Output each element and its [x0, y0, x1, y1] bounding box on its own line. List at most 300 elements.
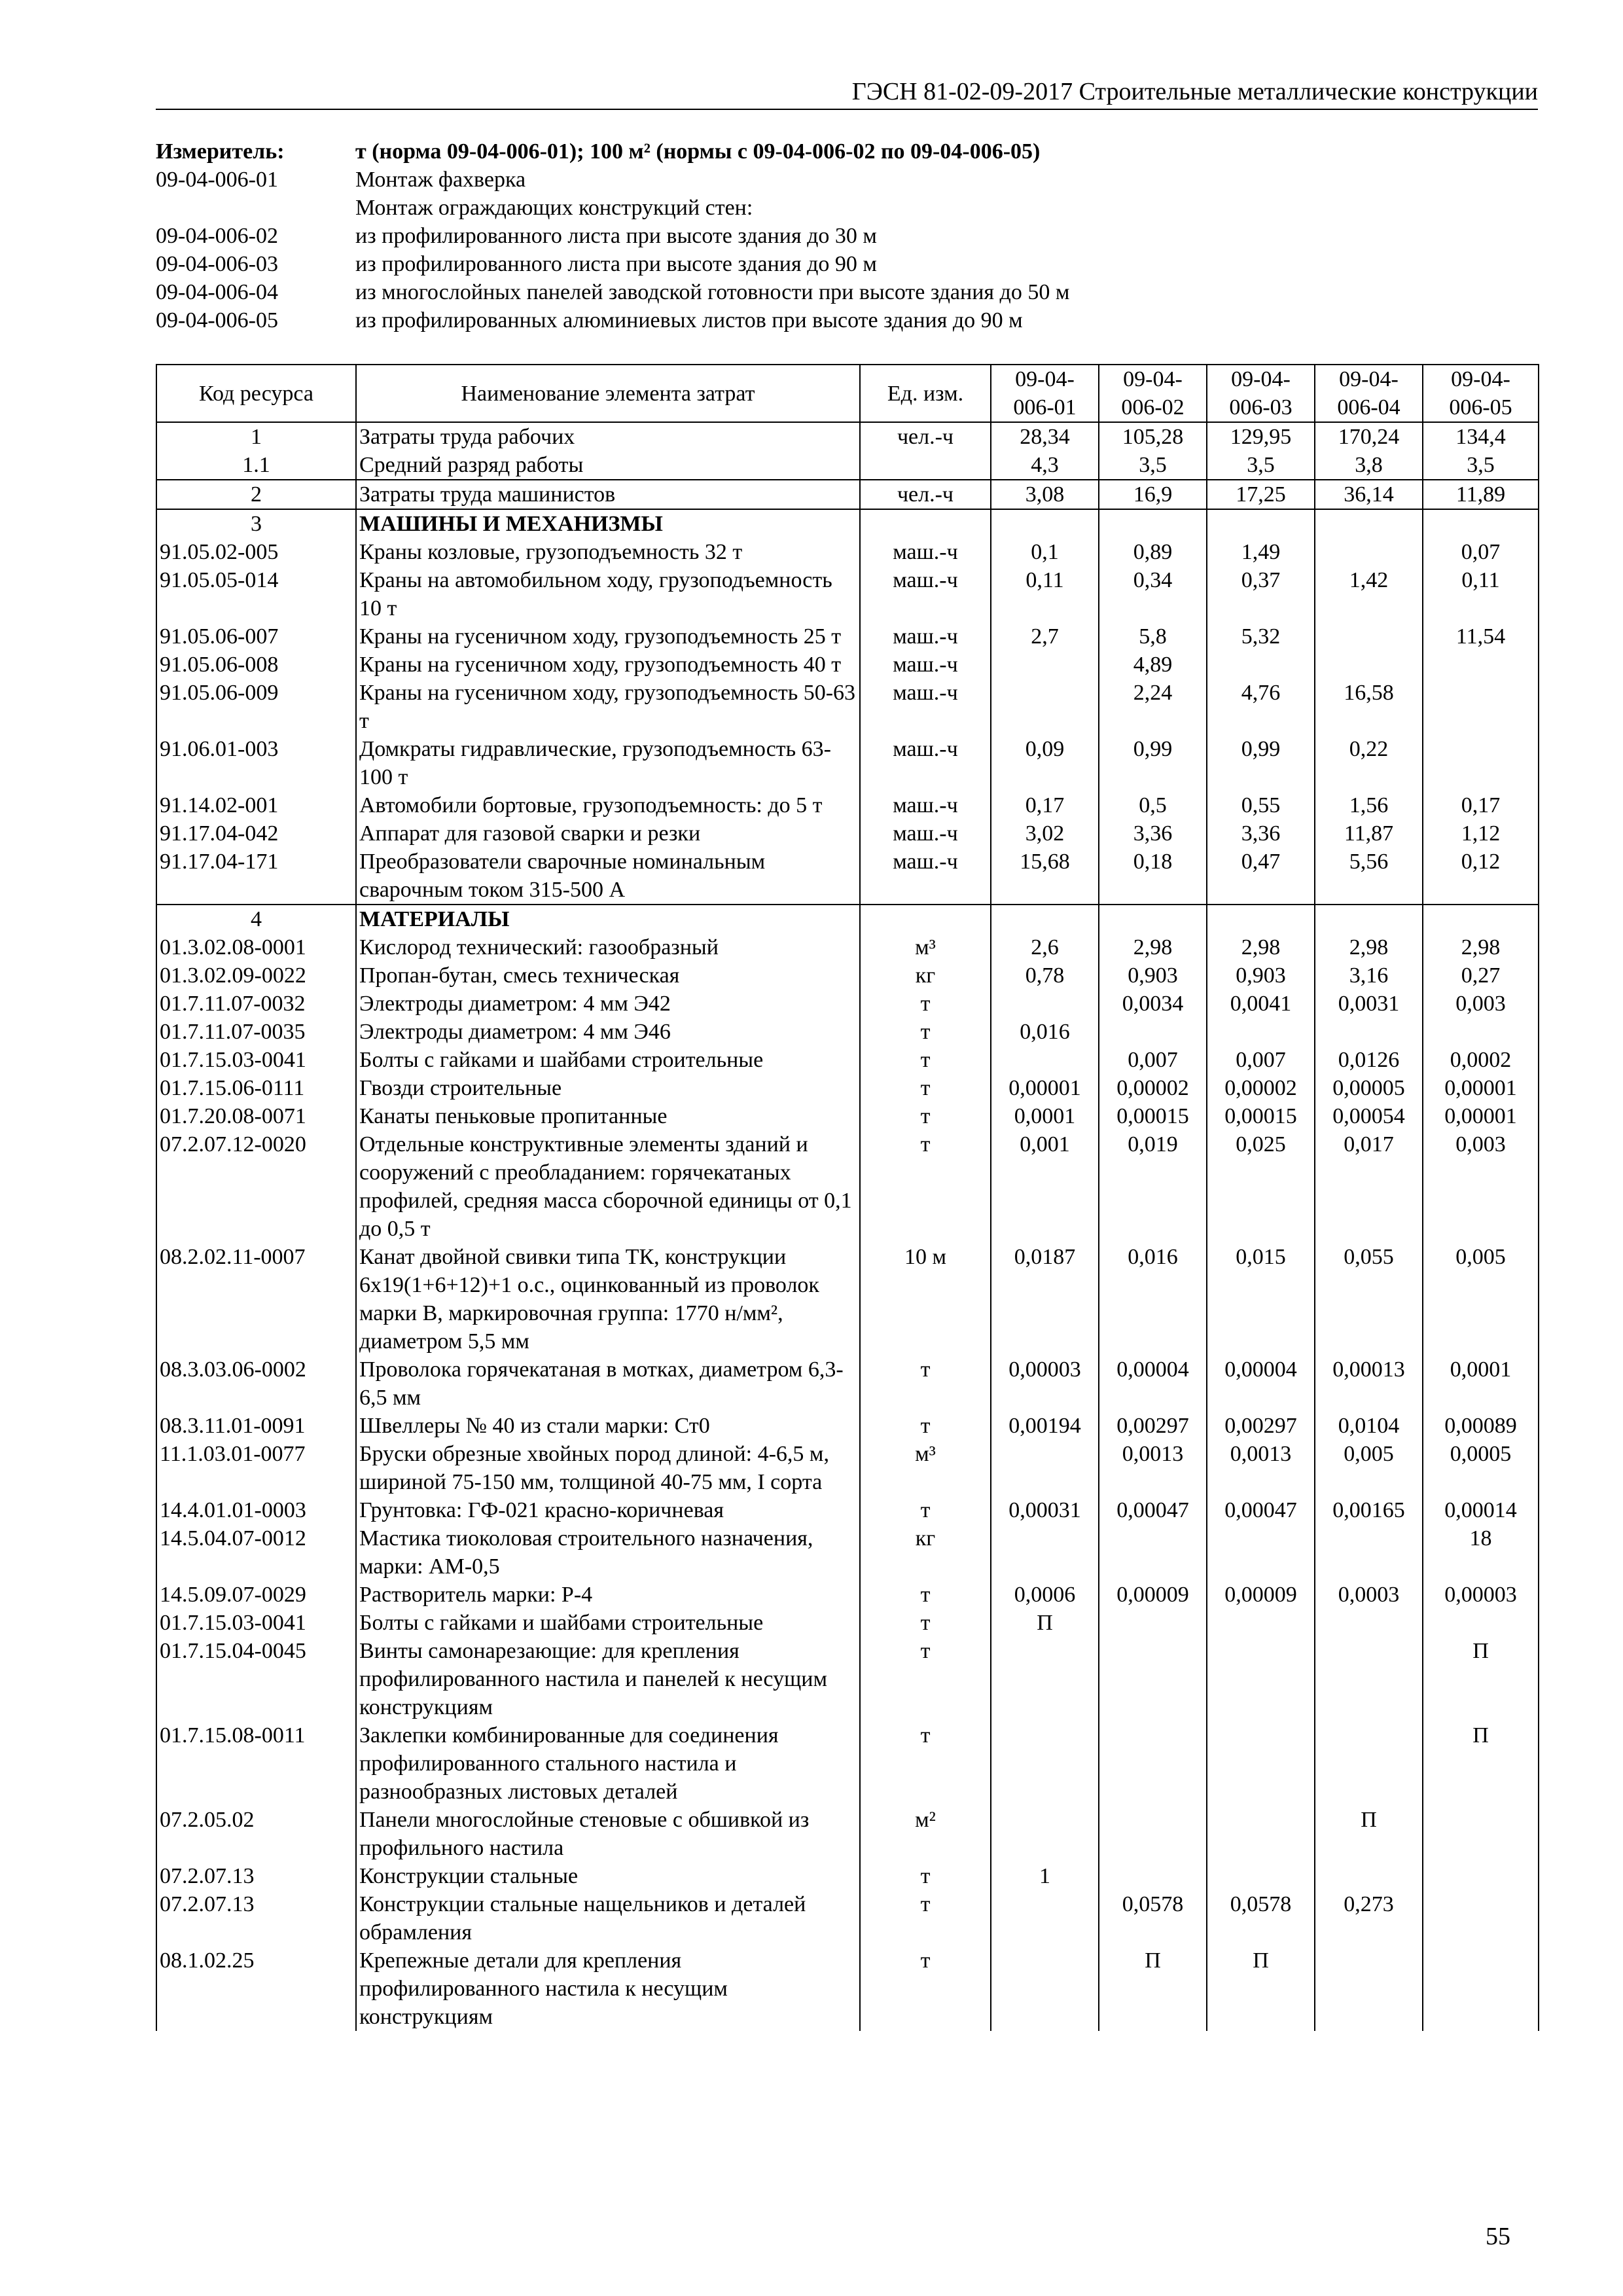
norm-value-5: [1423, 735, 1539, 791]
norm-value-1: 0,00031: [991, 1496, 1099, 1524]
resource-unit: маш.-ч: [860, 848, 991, 905]
table-row: [156, 791, 1539, 819]
table-row: [156, 1609, 1539, 1637]
resource-unit: т: [860, 1890, 991, 1946]
norm-value-4: П: [1315, 1806, 1423, 1862]
resource-unit: маш.-ч: [860, 651, 991, 679]
norm-title: из многослойных панелей заводской готовности при высоте здания до 50 м: [355, 280, 1070, 304]
norm-value-5: 0,00001: [1423, 1102, 1539, 1130]
norm-code: 09-04-006-01: [156, 168, 278, 192]
norm-value-1: [991, 679, 1099, 735]
resource-code: 01.7.11.07-0035: [156, 1018, 356, 1046]
resource-code: 91.17.04-042: [156, 819, 356, 848]
norm-value-2: [1099, 1862, 1207, 1890]
norm-value-1: 0,0001: [991, 1102, 1099, 1130]
norm-value-5: [1423, 1862, 1539, 1890]
col-header-norm-1: [991, 365, 1099, 422]
norm-title: из профилированного листа при высоте здания до 90 м: [355, 252, 877, 276]
norm-value-4: 2,98: [1315, 933, 1423, 961]
resource-unit: [860, 451, 991, 480]
norm-value-1: П: [991, 1609, 1099, 1637]
measurement-unit-label: Измеритель:: [156, 139, 285, 164]
resource-unit: т: [860, 1102, 991, 1130]
norm-value-3: 0,00297: [1207, 1412, 1315, 1440]
table-row: [156, 509, 1539, 538]
norm-value-2: 0,34: [1099, 566, 1207, 622]
norm-value-5: [1423, 1609, 1539, 1637]
norm-value-1: 0,1: [991, 538, 1099, 566]
norm-value-2: 4,89: [1099, 651, 1207, 679]
resource-code: 01.7.15.06-0111: [156, 1074, 356, 1102]
norm-value-2: 0,99: [1099, 735, 1207, 791]
table-row: [156, 1524, 1539, 1581]
norm-1-line-2: 006-01: [1013, 395, 1077, 420]
norm-value-4: 3,16: [1315, 961, 1423, 990]
norm-value-1: [991, 651, 1099, 679]
table-row: [156, 538, 1539, 566]
norm-value-2: 0,0013: [1099, 1440, 1207, 1496]
norm-value-3: [1207, 1609, 1315, 1637]
norm-value-3: [1207, 1721, 1315, 1806]
norm-value-5: 0,0002: [1423, 1046, 1539, 1074]
table-row: [156, 566, 1539, 622]
resource-code: 91.05.05-014: [156, 566, 356, 622]
table-row: [156, 1074, 1539, 1102]
norm-value-2: [1099, 1806, 1207, 1862]
resource-unit: кг: [860, 1524, 991, 1581]
norm-code: 09-04-006-03: [156, 252, 278, 276]
norm-list-item: [156, 194, 1538, 222]
norm-5-line-1: 09-04-: [1451, 367, 1510, 391]
measurement-unit-text: т (норма 09-04-006-01); 100 м² (нормы с 09-04-006-02 по 09-04-006-05): [355, 139, 1041, 164]
resource-name: Гвозди строительные: [356, 1074, 860, 1102]
norm-value-4: [1315, 1862, 1423, 1890]
col-header-unit: Ед. изм.: [860, 365, 991, 422]
norm-value-4: [1315, 651, 1423, 679]
norm-4-line-1: 09-04-: [1339, 367, 1399, 391]
norm-value-4: 170,24: [1315, 422, 1423, 451]
col-header-norm-4: [1315, 365, 1423, 422]
resource-name: Панели многослойные стеновые с обшивкой из профильного настила: [356, 1806, 860, 1862]
norm-value-1: 15,68: [991, 848, 1099, 905]
norm-value-3: 0,00004: [1207, 1355, 1315, 1412]
resource-code: 01.7.11.07-0032: [156, 990, 356, 1018]
resource-name: Бруски обрезные хвойных пород длиной: 4-6,5 м, шириной 75-150 мм, толщиной 40-75 мм, I сорта: [356, 1440, 860, 1496]
norm-value-1: [991, 1806, 1099, 1862]
norm-list-item: [156, 222, 1538, 250]
norm-value-2: 0,0578: [1099, 1890, 1207, 1946]
resource-unit: т: [860, 1412, 991, 1440]
norm-value-1: [991, 509, 1099, 538]
table-row: [156, 1946, 1539, 2031]
resource-code: 01.7.15.04-0045: [156, 1637, 356, 1721]
resource-unit: маш.-ч: [860, 791, 991, 819]
norm-value-1: 3,02: [991, 819, 1099, 848]
norm-code: 09-04-006-04: [156, 280, 278, 304]
resource-code: 11.1.03.01-0077: [156, 1440, 356, 1496]
resource-code: 14.4.01.01-0003: [156, 1496, 356, 1524]
norm-value-4: 16,58: [1315, 679, 1423, 735]
norm-value-5: [1423, 905, 1539, 933]
norm-value-3: 1,49: [1207, 538, 1315, 566]
resource-unit: кг: [860, 961, 991, 990]
norm-1-line-1: 09-04-: [1015, 367, 1075, 391]
norm-value-1: [991, 1890, 1099, 1946]
resource-code: 07.2.05.02: [156, 1806, 356, 1862]
norm-value-3: 0,55: [1207, 791, 1315, 819]
norm-value-1: 0,00001: [991, 1074, 1099, 1102]
resource-name: Канат двойной свивки типа ТК, конструкции 6х19(1+6+12)+1 о.с., оцинкованный из проволок марки В, маркировочная группа: 1770 н/мм², диаметром 5,5 мм: [356, 1243, 860, 1355]
table-row: [156, 735, 1539, 791]
resource-unit: т: [860, 1581, 991, 1609]
resource-name: Крепежные детали для крепления профилированного настила к несущим конструкциям: [356, 1946, 860, 2031]
norm-4-line-2: 006-04: [1337, 395, 1400, 420]
resource-name: Растворитель марки: Р-4: [356, 1581, 860, 1609]
norm-value-1: [991, 1524, 1099, 1581]
resource-name: Аппарат для газовой сварки и резки: [356, 819, 860, 848]
norm-value-2: 0,00009: [1099, 1581, 1207, 1609]
resource-code: 1.1: [156, 451, 356, 480]
norm-value-1: [991, 1440, 1099, 1496]
resource-code: 4: [156, 905, 356, 933]
norm-value-4: 0,0031: [1315, 990, 1423, 1018]
norm-value-2: 0,00297: [1099, 1412, 1207, 1440]
table-row: [156, 1806, 1539, 1862]
norm-value-2: 2,24: [1099, 679, 1207, 735]
norm-list-item: [156, 250, 1538, 278]
norm-value-1: 0,0187: [991, 1243, 1099, 1355]
norm-value-2: 0,00047: [1099, 1496, 1207, 1524]
norm-value-2: [1099, 509, 1207, 538]
norm-value-5: 134,4: [1423, 422, 1539, 451]
norm-value-4: 0,00005: [1315, 1074, 1423, 1102]
page-number: 55: [1486, 2223, 1510, 2250]
norm-value-1: 0,016: [991, 1018, 1099, 1046]
norm-value-2: 0,5: [1099, 791, 1207, 819]
table-row: [156, 1355, 1539, 1412]
norm-value-5: [1423, 1890, 1539, 1946]
resource-name: Отдельные конструктивные элементы зданий и сооружений с преобладанием: горячекатаных профилей, средняя масса сборочной единицы от 0,1 до 0,5 т: [356, 1130, 860, 1243]
norm-value-4: 0,0126: [1315, 1046, 1423, 1074]
col-header-code: Код ресурса: [156, 365, 356, 422]
norm-value-3: 0,0013: [1207, 1440, 1315, 1496]
norm-title: из профилированного листа при высоте здания до 30 м: [355, 224, 877, 248]
norm-value-1: 0,09: [991, 735, 1099, 791]
resource-unit: т: [860, 1862, 991, 1890]
resource-code: 01.7.15.03-0041: [156, 1046, 356, 1074]
norm-value-1: 0,78: [991, 961, 1099, 990]
resource-code: 01.3.02.08-0001: [156, 933, 356, 961]
resource-name: Краны на гусеничном ходу, грузоподъемность 40 т: [356, 651, 860, 679]
norm-value-3: 3,36: [1207, 819, 1315, 848]
norm-value-3: 0,47: [1207, 848, 1315, 905]
resource-code: 91.14.02-001: [156, 791, 356, 819]
norm-value-5: 0,11: [1423, 566, 1539, 622]
resource-name: Затраты труда рабочих: [356, 422, 860, 451]
table-row: [156, 933, 1539, 961]
norm-value-4: 0,0003: [1315, 1581, 1423, 1609]
resource-name: Пропан-бутан, смесь техническая: [356, 961, 860, 990]
norm-2-line-2: 006-02: [1121, 395, 1185, 420]
norm-value-5: 0,00089: [1423, 1412, 1539, 1440]
norm-value-1: 28,34: [991, 422, 1099, 451]
col-header-norm-5: [1423, 365, 1539, 422]
norm-value-3: 2,98: [1207, 933, 1315, 961]
resource-code: 01.3.02.09-0022: [156, 961, 356, 990]
norm-value-4: 0,00013: [1315, 1355, 1423, 1412]
norm-value-3: [1207, 509, 1315, 538]
resource-name: Винты самонарезающие: для крепления профилированного настила и панелей к несущим конструкциям: [356, 1637, 860, 1721]
resource-unit: т: [860, 1496, 991, 1524]
resource-name: Средний разряд работы: [356, 451, 860, 480]
resource-code: 3: [156, 509, 356, 538]
norm-value-2: [1099, 905, 1207, 933]
resource-unit: т: [860, 1130, 991, 1243]
resource-code: 2: [156, 480, 356, 509]
resource-code: 91.06.01-003: [156, 735, 356, 791]
norm-value-2: 0,89: [1099, 538, 1207, 566]
norm-value-4: 0,017: [1315, 1130, 1423, 1243]
resource-code: 07.2.07.12-0020: [156, 1130, 356, 1243]
norm-value-3: 0,903: [1207, 961, 1315, 990]
norm-value-3: 4,76: [1207, 679, 1315, 735]
norm-value-1: [991, 990, 1099, 1018]
norm-value-4: [1315, 1721, 1423, 1806]
norm-code: [156, 194, 355, 222]
norm-list-item: [156, 306, 1538, 334]
resource-unit: т: [860, 990, 991, 1018]
table-row: [156, 1581, 1539, 1609]
norm-value-4: [1315, 538, 1423, 566]
table-row: [156, 1412, 1539, 1440]
resource-code: 14.5.09.07-0029: [156, 1581, 356, 1609]
norm-title: Монтаж ограждающих конструкций стен:: [355, 196, 753, 220]
norm-value-5: 1,12: [1423, 819, 1539, 848]
resource-name: Краны на автомобильном ходу, грузоподъемность 10 т: [356, 566, 860, 622]
table-row: [156, 1721, 1539, 1806]
col-header-norm-3: [1207, 365, 1315, 422]
table-row: [156, 1496, 1539, 1524]
norm-value-2: [1099, 1524, 1207, 1581]
norm-value-3: 17,25: [1207, 480, 1315, 509]
resource-unit: [860, 509, 991, 538]
resource-name: МАТЕРИАЛЫ: [356, 905, 860, 933]
resource-unit: чел.-ч: [860, 422, 991, 451]
resource-code: 01.7.15.08-0011: [156, 1721, 356, 1806]
resource-name: Домкраты гидравлические, грузоподъемность 63-100 т: [356, 735, 860, 791]
norm-value-3: 0,99: [1207, 735, 1315, 791]
norm-value-2: 2,98: [1099, 933, 1207, 961]
resource-unit: т: [860, 1018, 991, 1046]
norm-value-2: [1099, 1721, 1207, 1806]
norm-value-1: [991, 1046, 1099, 1074]
table-body: [156, 422, 1539, 2031]
table-row: [156, 480, 1539, 509]
resource-name: Затраты труда машинистов: [356, 480, 860, 509]
norm-value-1: [991, 1637, 1099, 1721]
resource-name: Конструкции стальные нащельников и деталей обрамления: [356, 1890, 860, 1946]
resource-unit: [860, 905, 991, 933]
resource-code: 07.2.07.13: [156, 1890, 356, 1946]
resource-code: 14.5.04.07-0012: [156, 1524, 356, 1581]
resource-unit: т: [860, 1946, 991, 2031]
resource-name: Швеллеры № 40 из стали марки: Ст0: [356, 1412, 860, 1440]
norm-value-4: 0,22: [1315, 735, 1423, 791]
table-row: [156, 1862, 1539, 1890]
norm-value-2: 3,5: [1099, 451, 1207, 480]
norm-value-2: [1099, 1018, 1207, 1046]
resource-code: 91.05.06-008: [156, 651, 356, 679]
table-header-row: [156, 365, 1539, 422]
table-row: [156, 848, 1539, 905]
norm-value-3: [1207, 1637, 1315, 1721]
table-row: [156, 1637, 1539, 1721]
norm-list-item: [156, 278, 1538, 306]
resource-unit: т: [860, 1609, 991, 1637]
table-row: [156, 622, 1539, 651]
norm-5-line-2: 006-05: [1449, 395, 1512, 420]
resource-code: 07.2.07.13: [156, 1862, 356, 1890]
table-row: [156, 451, 1539, 480]
table-row: [156, 1102, 1539, 1130]
norm-value-4: 11,87: [1315, 819, 1423, 848]
table-row: [156, 990, 1539, 1018]
norm-value-5: 0,12: [1423, 848, 1539, 905]
norm-value-3: П: [1207, 1946, 1315, 2031]
norm-title: Монтаж фахверка: [355, 168, 526, 192]
table-row: [156, 905, 1539, 933]
norm-value-3: 3,5: [1207, 451, 1315, 480]
resource-name: Болты с гайками и шайбами строительные: [356, 1046, 860, 1074]
resource-name: Заклепки комбинированные для соединения профилированного стального настила и разнообразных листовых деталей: [356, 1721, 860, 1806]
table-row: [156, 1018, 1539, 1046]
norm-value-4: 3,8: [1315, 451, 1423, 480]
measurement-unit-row: [156, 137, 1538, 166]
document-title: ГЭСН 81-02-09-2017 Строительные металлические конструкции: [851, 78, 1538, 105]
norm-value-3: 129,95: [1207, 422, 1315, 451]
resource-unit: маш.-ч: [860, 538, 991, 566]
norm-value-3: 0,0041: [1207, 990, 1315, 1018]
resource-code: 08.1.02.25: [156, 1946, 356, 2031]
norm-value-4: 0,273: [1315, 1890, 1423, 1946]
resource-code: 91.05.06-007: [156, 622, 356, 651]
norm-value-3: [1207, 1862, 1315, 1890]
norm-value-5: П: [1423, 1637, 1539, 1721]
norm-value-4: [1315, 1637, 1423, 1721]
norm-value-1: 0,17: [991, 791, 1099, 819]
table-row: [156, 1243, 1539, 1355]
norm-value-3: 0,015: [1207, 1243, 1315, 1355]
norm-value-4: [1315, 509, 1423, 538]
norm-3-line-2: 006-03: [1229, 395, 1293, 420]
resource-name: Грунтовка: ГФ-021 красно-коричневая: [356, 1496, 860, 1524]
norm-value-5: [1423, 1018, 1539, 1046]
table-row: [156, 1130, 1539, 1243]
norm-value-5: 0,003: [1423, 1130, 1539, 1243]
norm-value-2: 0,019: [1099, 1130, 1207, 1243]
resource-name: Канаты пеньковые пропитанные: [356, 1102, 860, 1130]
table-row: [156, 1046, 1539, 1074]
norm-value-5: 0,27: [1423, 961, 1539, 990]
norm-value-5: 0,17: [1423, 791, 1539, 819]
norm-value-3: [1207, 1018, 1315, 1046]
resource-unit: м³: [860, 1440, 991, 1496]
norm-value-4: 0,00054: [1315, 1102, 1423, 1130]
resource-name: Конструкции стальные: [356, 1862, 860, 1890]
norm-value-1: 1: [991, 1862, 1099, 1890]
norm-value-5: 11,89: [1423, 480, 1539, 509]
norm-value-2: 16,9: [1099, 480, 1207, 509]
norm-value-5: 18: [1423, 1524, 1539, 1581]
resource-unit: чел.-ч: [860, 480, 991, 509]
table-row: [156, 819, 1539, 848]
resource-name: Кислород технический: газообразный: [356, 933, 860, 961]
norm-value-5: [1423, 1946, 1539, 2031]
table-row: [156, 651, 1539, 679]
norm-value-3: 0,025: [1207, 1130, 1315, 1243]
resource-name: Мастика тиоколовая строительного назначения, марки: АМ-0,5: [356, 1524, 860, 1581]
resource-unit: т: [860, 1355, 991, 1412]
norm-value-4: 5,56: [1315, 848, 1423, 905]
norm-value-3: [1207, 1524, 1315, 1581]
resource-unit: маш.-ч: [860, 819, 991, 848]
norm-code: 09-04-006-02: [156, 224, 278, 248]
norm-value-5: 0,00001: [1423, 1074, 1539, 1102]
norm-value-1: 0,00003: [991, 1355, 1099, 1412]
norm-value-3: 0,0578: [1207, 1890, 1315, 1946]
resource-unit: м²: [860, 1806, 991, 1862]
norm-value-3: 0,007: [1207, 1046, 1315, 1074]
resource-code: 08.3.03.06-0002: [156, 1355, 356, 1412]
norm-value-1: 3,08: [991, 480, 1099, 509]
resource-unit: маш.-ч: [860, 622, 991, 651]
norm-value-2: 0,007: [1099, 1046, 1207, 1074]
norm-value-3: 0,00047: [1207, 1496, 1315, 1524]
resource-code: 91.05.06-009: [156, 679, 356, 735]
norm-value-2: П: [1099, 1946, 1207, 2031]
norm-value-2: [1099, 1609, 1207, 1637]
col-header-norm-2: [1099, 365, 1207, 422]
norm-value-5: П: [1423, 1721, 1539, 1806]
resource-name: Автомобили бортовые, грузоподъемность: до 5 т: [356, 791, 860, 819]
col-header-name: Наименование элемента затрат: [356, 365, 860, 422]
resource-unit: т: [860, 1721, 991, 1806]
table-row: [156, 961, 1539, 990]
norm-value-2: 0,00004: [1099, 1355, 1207, 1412]
resource-code: 01.7.20.08-0071: [156, 1102, 356, 1130]
norm-value-4: [1315, 1609, 1423, 1637]
norm-value-3: 0,37: [1207, 566, 1315, 622]
norm-value-5: 3,5: [1423, 451, 1539, 480]
norm-value-5: 0,00003: [1423, 1581, 1539, 1609]
resource-unit: 10 м: [860, 1243, 991, 1355]
resource-unit: т: [860, 1046, 991, 1074]
resource-code: 01.7.15.03-0041: [156, 1609, 356, 1637]
norm-value-1: [991, 1721, 1099, 1806]
norm-value-2: 0,0034: [1099, 990, 1207, 1018]
resource-unit: т: [860, 1074, 991, 1102]
resource-name: Проволока горячекатаная в мотках, диаметром 6,3-6,5 мм: [356, 1355, 860, 1412]
resource-name: Краны на гусеничном ходу, грузоподъемность 50-63 т: [356, 679, 860, 735]
resource-unit: т: [860, 1637, 991, 1721]
norm-value-5: [1423, 509, 1539, 538]
resource-unit: м³: [860, 933, 991, 961]
norm-value-2: 0,18: [1099, 848, 1207, 905]
norm-value-1: 2,7: [991, 622, 1099, 651]
norm-value-3: [1207, 651, 1315, 679]
table-row: [156, 1890, 1539, 1946]
norm-value-4: [1315, 622, 1423, 651]
